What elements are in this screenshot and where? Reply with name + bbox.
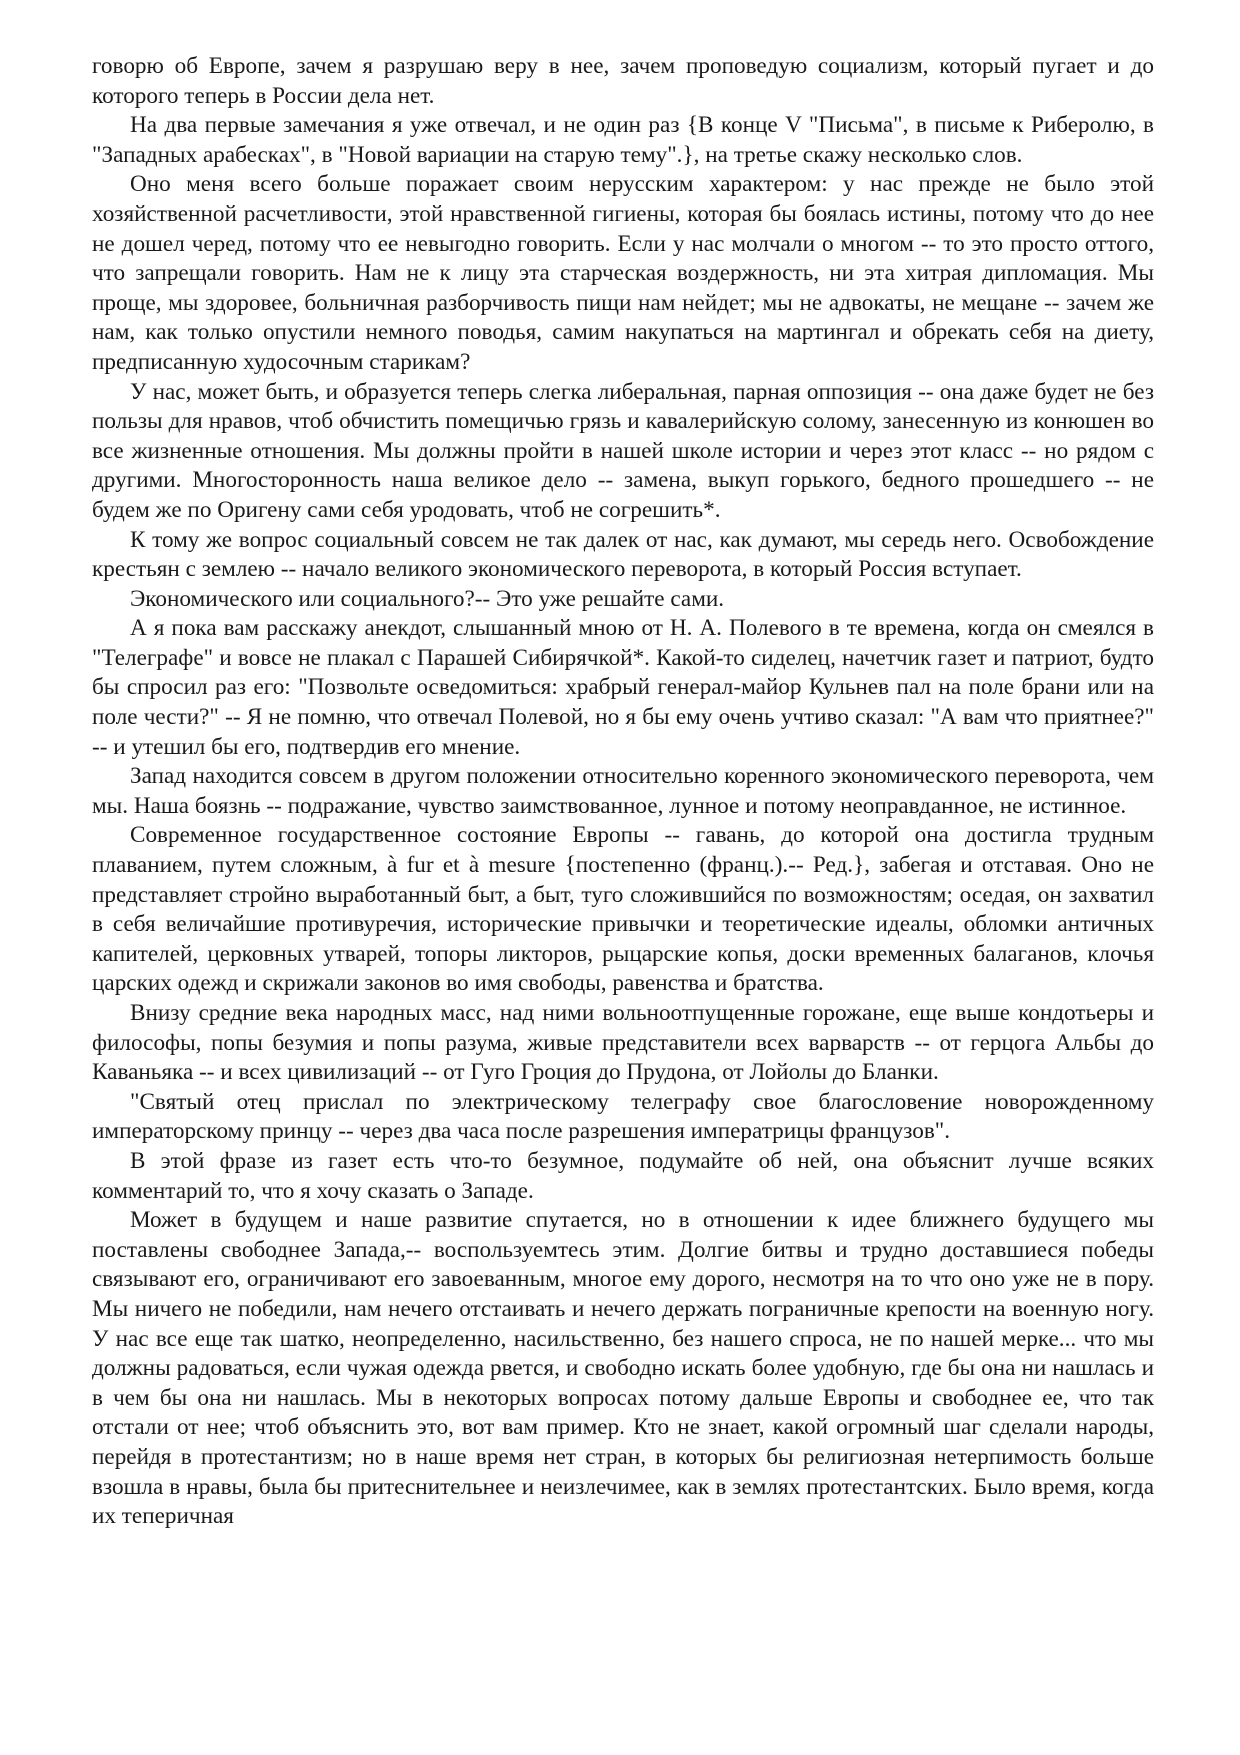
- paragraph: А я пока вам расскажу анекдот, слышанный мною от Н. А. Полевого в те времена, когда он смеялся в "Телеграфе" и вовсе не плакал с Парашей Сибирячкой*. Какой-то сиделец, начетчик газет и патриот, будто бы спросил раз его: "Позвольте осведомиться: храбрый генерал-майор Кульнев пал на поле брани или на поле чести?" -- Я не помню, что отвечал Полевой, но я бы ему очень учтиво сказал: "А вам что приятнее?" -- и утешил бы его, подтвердив его мнение.: [92, 615, 1154, 760]
- paragraph: На два первые замечания я уже отвечал, и не один раз {В конце V "Письма", в письме к Риберолю, в "Западных арабесках", в "Новой вариации на старую тему".}, на третье скажу несколько слов.: [92, 112, 1154, 168]
- paragraph: Запад находится совсем в другом положении относительно коренного экономического переворота, чем мы. Наша боязнь -- подражание, чувство заимствованное, лунное и потому неоправданное, не истинное.: [92, 763, 1154, 819]
- paragraph: Внизу средние века народных масс, над ними вольноотпущенные горожане, еще выше кондотьеры и философы, попы безумия и попы разума, живые представители всех варварств -- от герцога Альбы до Каваньяка -- и всех цивилизаций -- от Гуго Гроция до Прудона, от Лойолы до Бланки.: [92, 1000, 1154, 1086]
- paragraph: К тому же вопрос социальный совсем не так далек от нас, как думают, мы середь него. Освобождение крестьян с землею -- начало великого экономического переворота, в который Россия вступает.: [92, 526, 1154, 583]
- paragraph-continued: говорю об Европе, зачем я разрушаю веру в нее, зачем проповедую социализм, который пугает и до которого теперь в России дела нет.: [92, 53, 1154, 109]
- paragraph: В этой фразе из газет есть что-то безумное, подумайте об ней, она объяснит лучше всяких комментарий то, что я хочу сказать о Западе.: [92, 1147, 1154, 1204]
- paragraph-quote: "Святый отец прислал по электрическому телеграфу свое благословение новорожденному императорскому принцу -- через два часа после разрешения императрицы французов".: [92, 1088, 1154, 1145]
- paragraph: У нас, может быть, и образуется теперь слегка либеральная, парная оппозиция -- она даже будет не без пользы для нравов, чтоб обчистить помещичью грязь и кавалерийскую солому, занесенную из конюшен во все жизненные отношения. Мы должны пройти в нашей школе истории и через этот класс -- но рядом с другими. Многосторонность наша великое дело -- замена, выкуп горького, бедного прошедшего -- не будем же по Оригену сами себя уродовать, чтоб не согрешить*.: [92, 378, 1154, 523]
- paragraph: Современное государственное состояние Европы -- гавань, до которой она достигла трудным плаванием, путем сложным, à fur et à mesure {постепенно (франц.).-- Ред.}, забегая и отставая. Оно не представляет стройно выработанный быт, а быт, туго сложившийся по возможностям; оседая, он захватил в себя величайшие противуречия, исторические привычки и теоретические идеалы, обломки античных капителей, церковных утварей, топоры ликторов, рыцарские копья, доски временных балаганов, клочья царских одежд и скрижали законов во имя свободы, равенства и братства.: [92, 822, 1154, 997]
- paragraph: Может в будущем и наше развитие спутается, но в отношении к идее ближнего будущего мы поставлены свободнее Запада,-- воспользуемтесь этим. Долгие битвы и трудно доставшиеся победы связывают его, ограничивают его завоеванным, многое ему дорого, несмотря на то что оно уже не в пору. Мы ничего не победили, нам нечего отстаивать и нечего держать пограничные крепости на военную ногу. У нас все еще так шатко, неопределенно, насильственно, без нашего спроса, не по нашей мерке... что мы должны радоваться, если чужая одежда рвется, и свободно искать более удобную, где бы она ни нашлась и в чем бы она ни нашлась. Мы в некоторых вопросах потому дальше Европы и свободнее ее, что так отстали от нее; чтоб объяснить это, вот вам пример. Кто не знает, какой огромный шаг сделали народы, перейдя в протестантизм; но в наше время нет стран, в которых бы религиозная нетерпимость больше взошла в нравы, была бы притеснительнее и неизлечимее, как в землях протестантских. Было время, когда их теперичная: [92, 1207, 1154, 1530]
- paragraph: Оно меня всего больше поражает своим нерусским характером: у нас прежде не было этой хозяйственной расчетливости, этой нравственной гигиены, которая бы боялась истины, потому что до нее не дошел черед, потому что ее невыгодно говорить. Если у нас молчали о многом -- то это просто оттого, что запрещали говорить. Нам не к лицу эта старческая воздержность, ни эта хитрая дипломация. Мы проще, мы здоровее, больничная разборчивость пищи нам нейдет; мы не адвокаты, не мещане -- зачем же нам, как только опустили немного поводья, самим накупаться на мартингал и обрекать себя на диету, предписанную худосочным старикам?: [92, 171, 1154, 375]
- paragraph: Экономического или социального?-- Это уже решайте сами.: [130, 585, 725, 612]
- document-page: [92, 52, 1154, 1532]
